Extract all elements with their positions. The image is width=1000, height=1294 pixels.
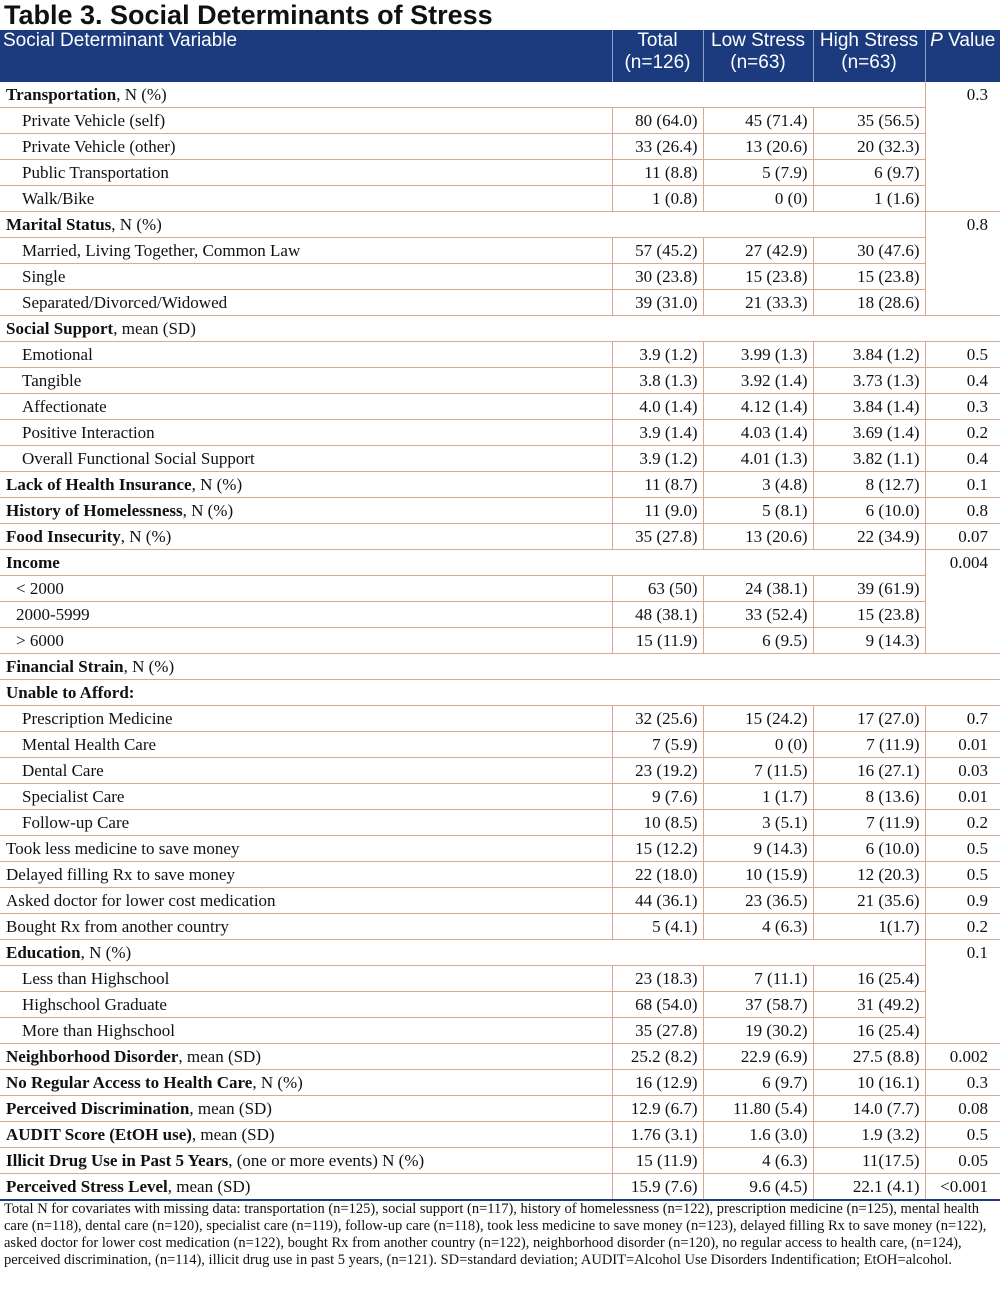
row-label-suffix: , N (%) — [80, 943, 132, 962]
table-row — [0, 342, 1000, 368]
table-row — [0, 758, 1000, 784]
cell-total: 3.9 (1.2) — [612, 446, 703, 472]
row-label-bold: Unable to Afford: — [6, 683, 135, 702]
row-label: Private Vehicle (self) — [0, 108, 612, 134]
cell-low: 4.03 (1.4) — [703, 420, 813, 446]
header-high-stress — [813, 30, 925, 82]
cell-total: 9 (7.6) — [612, 784, 703, 810]
table-row — [0, 498, 1000, 524]
cell-p-value: 0.3 — [925, 1070, 1000, 1096]
cell-high: 8 (13.6) — [813, 784, 925, 810]
table-row — [0, 836, 1000, 862]
row-label: Positive Interaction — [0, 420, 612, 446]
cell-total: 35 (27.8) — [612, 524, 703, 550]
row-label — [0, 316, 612, 342]
cell-low: 37 (58.7) — [703, 992, 813, 1018]
row-label: Separated/Divorced/Widowed — [0, 290, 612, 316]
cell-total: 15.9 (7.6) — [612, 1174, 703, 1201]
table-row — [0, 108, 1000, 134]
header-row — [0, 30, 1000, 82]
cell-low: 5 (7.9) — [703, 160, 813, 186]
table-row — [0, 784, 1000, 810]
header-low-label: Low Stress — [711, 30, 805, 51]
stress-table — [0, 30, 1000, 1201]
cell-p-value: 0.2 — [925, 810, 1000, 836]
cell-total: 3.9 (1.4) — [612, 420, 703, 446]
cell-total: 11 (8.8) — [612, 160, 703, 186]
cell-high: 11(17.5) — [813, 1148, 925, 1174]
cell-high: 6 (9.7) — [813, 160, 925, 186]
cell-high: 20 (32.3) — [813, 134, 925, 160]
cell-p-value: 0.01 — [925, 732, 1000, 758]
table-row — [0, 888, 1000, 914]
cell-total: 32 (25.6) — [612, 706, 703, 732]
cell-total: 39 (31.0) — [612, 290, 703, 316]
cell-total: 3.8 (1.3) — [612, 368, 703, 394]
table-row — [0, 524, 1000, 550]
cell-p-value: 0.03 — [925, 758, 1000, 784]
table-row — [0, 212, 1000, 238]
table-row — [0, 1018, 1000, 1044]
cell-p-value: 0.004 — [925, 550, 1000, 654]
cell-low: 13 (20.6) — [703, 134, 813, 160]
cell-total: 15 (12.2) — [612, 836, 703, 862]
cell-low: 27 (42.9) — [703, 238, 813, 264]
row-label: Mental Health Care — [0, 732, 612, 758]
cell-high: 35 (56.5) — [813, 108, 925, 134]
table-row — [0, 1044, 1000, 1070]
cell-p-value: 0.1 — [925, 472, 1000, 498]
cell-low: 19 (30.2) — [703, 1018, 813, 1044]
cell-high: 21 (35.6) — [813, 888, 925, 914]
table-footnote: Total N for covariates with missing data: transportation (n=125), social support (n=117), history of homelessness (n=122), prescription medicine (n=125), mental health care (n=118), dental care (n=120), specialist care (n=119), follow-up care (n=118), took less medicine to save money (n=123), delayed filling Rx to save money (n=122), asked doctor for lower cost medication (n=122), bought Rx from another country (n=122), neighborhood disorder (n=120), no regular access to health care, (n=124), perceived discrimination, (n=114), illicit drug use in past 5 years, (n=121). SD=standard deviation; AUDIT=Alcohol Use Disorders Indentification; EtOH=alcohol. — [4, 1201, 987, 1268]
cell-high: 1.9 (3.2) — [813, 1122, 925, 1148]
table-row — [0, 368, 1000, 394]
row-label: Married, Living Together, Common Law — [0, 238, 612, 264]
cell-low: 4.01 (1.3) — [703, 446, 813, 472]
table-row — [0, 680, 1000, 706]
cell-low: 4 (6.3) — [703, 1148, 813, 1174]
row-label — [0, 498, 612, 524]
cell-low: 0 (0) — [703, 732, 813, 758]
cell-total: 1 (0.8) — [612, 186, 703, 212]
cell-total: 16 (12.9) — [612, 1070, 703, 1096]
row-label — [0, 472, 612, 498]
table-row — [0, 628, 1000, 654]
row-label: Emotional — [0, 342, 612, 368]
cell-high: 3.73 (1.3) — [813, 368, 925, 394]
cell-total: 15 (11.9) — [612, 628, 703, 654]
cell-high: 39 (61.9) — [813, 576, 925, 602]
row-label — [0, 680, 612, 706]
cell-low: 22.9 (6.9) — [703, 1044, 813, 1070]
table-row — [0, 160, 1000, 186]
row-label-suffix: , mean (SD) — [189, 1099, 272, 1118]
table-row — [0, 316, 1000, 342]
cell-p-value: 0.5 — [925, 862, 1000, 888]
header-p-rest: Value — [942, 30, 996, 51]
cell-low: 11.80 (5.4) — [703, 1096, 813, 1122]
row-label — [0, 212, 612, 238]
row-label — [0, 1148, 612, 1174]
cell-p-value: 0.5 — [925, 836, 1000, 862]
row-label — [0, 1174, 612, 1201]
cell-high: 8 (12.7) — [813, 472, 925, 498]
cell-p-value: 0.07 — [925, 524, 1000, 550]
cell-p-value: 0.01 — [925, 784, 1000, 810]
row-label: Private Vehicle (other) — [0, 134, 612, 160]
row-label: 2000-5999 — [0, 602, 612, 628]
cell-p-value — [925, 680, 1000, 706]
table-row — [0, 576, 1000, 602]
row-label — [0, 524, 612, 550]
row-label: Prescription Medicine — [0, 706, 612, 732]
cell-high: 1(1.7) — [813, 914, 925, 940]
cell-p-value: 0.002 — [925, 1044, 1000, 1070]
row-label-suffix: , mean (SD) — [191, 1125, 275, 1144]
cell-low: 3 (5.1) — [703, 810, 813, 836]
cell-low: 4.12 (1.4) — [703, 394, 813, 420]
table-title: Table 3. Social Determinants of Stress — [4, 0, 493, 30]
cell-total: 5 (4.1) — [612, 914, 703, 940]
row-label-suffix: , (one or more events) N (%) — [228, 1151, 425, 1170]
table-row — [0, 264, 1000, 290]
table-row — [0, 82, 1000, 108]
row-label-suffix: , N (%) — [191, 475, 243, 494]
cell-high: 30 (47.6) — [813, 238, 925, 264]
cell-p-value: 0.4 — [925, 446, 1000, 472]
cell-high: 15 (23.8) — [813, 602, 925, 628]
row-label: Overall Functional Social Support — [0, 446, 612, 472]
row-label-bold: Income — [6, 553, 60, 572]
cell-high: 9 (14.3) — [813, 628, 925, 654]
row-label-bold: No Regular Access to Health Care — [6, 1073, 253, 1092]
cell-p-value: 0.8 — [925, 212, 1000, 316]
cell-high: 10 (16.1) — [813, 1070, 925, 1096]
header-low-stress — [703, 30, 813, 82]
table-row — [0, 810, 1000, 836]
cell-high: 3.82 (1.1) — [813, 446, 925, 472]
row-label-bold: Transportation — [6, 85, 117, 104]
table-row — [0, 966, 1000, 992]
cell-low: 7 (11.1) — [703, 966, 813, 992]
cell-low: 3.99 (1.3) — [703, 342, 813, 368]
cell-total: 10 (8.5) — [612, 810, 703, 836]
cell-total: 11 (9.0) — [612, 498, 703, 524]
cell-high: 7 (11.9) — [813, 810, 925, 836]
cell-total: 48 (38.1) — [612, 602, 703, 628]
row-label-suffix: , N (%) — [252, 1073, 303, 1092]
cell-high: 18 (28.6) — [813, 290, 925, 316]
header-total-n: (n=126) — [624, 52, 691, 73]
table-row — [0, 1096, 1000, 1122]
row-label — [0, 1122, 612, 1148]
cell-low: 9 (14.3) — [703, 836, 813, 862]
cell-low: 7 (11.5) — [703, 758, 813, 784]
cell-total: 23 (19.2) — [612, 758, 703, 784]
cell-total: 7 (5.9) — [612, 732, 703, 758]
cell-low: 24 (38.1) — [703, 576, 813, 602]
cell-p-value: 0.08 — [925, 1096, 1000, 1122]
row-label: Single — [0, 264, 612, 290]
table-row — [0, 186, 1000, 212]
row-label — [0, 1070, 612, 1096]
row-label: Less than Highschool — [0, 966, 612, 992]
cell-total: 25.2 (8.2) — [612, 1044, 703, 1070]
cell-high: 16 (27.1) — [813, 758, 925, 784]
row-label-suffix: , N (%) — [111, 215, 162, 234]
cell-low: 21 (33.3) — [703, 290, 813, 316]
cell-low: 0 (0) — [703, 186, 813, 212]
cell-total: 22 (18.0) — [612, 862, 703, 888]
table-row — [0, 420, 1000, 446]
cell-low: 10 (15.9) — [703, 862, 813, 888]
row-label: Bought Rx from another country — [0, 914, 612, 940]
cell-p-value: 0.1 — [925, 940, 1000, 1044]
cell-p-value: 0.3 — [925, 394, 1000, 420]
row-label-bold: Food Insecurity — [6, 527, 121, 546]
row-label-bold: History of Homelessness — [6, 501, 183, 520]
header-high-label: High Stress — [819, 30, 919, 51]
row-label-suffix: , N (%) — [182, 501, 234, 520]
cell-p-value: 0.05 — [925, 1148, 1000, 1174]
cell-p-value: 0.7 — [925, 706, 1000, 732]
cell-p-value: 0.2 — [925, 914, 1000, 940]
row-label-suffix: , N (%) — [116, 85, 167, 104]
table-row — [0, 472, 1000, 498]
cell-p-value: 0.8 — [925, 498, 1000, 524]
cell-p-value: 0.4 — [925, 368, 1000, 394]
row-label-bold: Social Support — [6, 319, 114, 338]
row-label — [0, 940, 612, 966]
row-label: Asked doctor for lower cost medication — [0, 888, 612, 914]
row-label: Follow-up Care — [0, 810, 612, 836]
table-row — [0, 1148, 1000, 1174]
row-label: Took less medicine to save money — [0, 836, 612, 862]
cell-high: 7 (11.9) — [813, 732, 925, 758]
cell-high: 17 (27.0) — [813, 706, 925, 732]
row-label-bold: Neighborhood Disorder — [6, 1047, 179, 1066]
group-spacer — [612, 316, 925, 342]
row-label — [0, 1096, 612, 1122]
row-label: Affectionate — [0, 394, 612, 420]
row-label-suffix: , N (%) — [120, 527, 172, 546]
row-label — [0, 1044, 612, 1070]
cell-p-value: <0.001 — [925, 1174, 1000, 1201]
row-label — [0, 82, 612, 108]
row-label-suffix: , mean (SD) — [113, 319, 196, 338]
cell-total: 35 (27.8) — [612, 1018, 703, 1044]
cell-high: 3.84 (1.4) — [813, 394, 925, 420]
header-high-n: (n=63) — [841, 52, 897, 73]
cell-low: 45 (71.4) — [703, 108, 813, 134]
cell-low: 9.6 (4.5) — [703, 1174, 813, 1201]
cell-low: 3 (4.8) — [703, 472, 813, 498]
table-row — [0, 446, 1000, 472]
cell-high: 15 (23.8) — [813, 264, 925, 290]
table-row — [0, 238, 1000, 264]
cell-total: 1.76 (3.1) — [612, 1122, 703, 1148]
table-row — [0, 706, 1000, 732]
row-label — [0, 654, 612, 680]
row-label-bold: Illicit Drug Use in Past 5 Years — [6, 1151, 229, 1170]
cell-p-value: 0.2 — [925, 420, 1000, 446]
cell-high: 6 (10.0) — [813, 498, 925, 524]
row-label: Walk/Bike — [0, 186, 612, 212]
cell-high: 1 (1.6) — [813, 186, 925, 212]
table-row — [0, 654, 1000, 680]
row-label: < 2000 — [0, 576, 612, 602]
cell-total: 3.9 (1.2) — [612, 342, 703, 368]
cell-low: 1 (1.7) — [703, 784, 813, 810]
cell-low: 15 (23.8) — [703, 264, 813, 290]
row-label: Specialist Care — [0, 784, 612, 810]
table-body — [0, 82, 1000, 1200]
group-spacer — [612, 550, 925, 576]
table-row — [0, 394, 1000, 420]
cell-total: 11 (8.7) — [612, 472, 703, 498]
cell-low: 4 (6.3) — [703, 914, 813, 940]
table-row — [0, 940, 1000, 966]
group-spacer — [612, 82, 925, 108]
row-label — [0, 550, 612, 576]
cell-high: 16 (25.4) — [813, 966, 925, 992]
row-label-suffix: , mean (SD) — [167, 1177, 251, 1196]
cell-p-value: 0.9 — [925, 888, 1000, 914]
table-row — [0, 602, 1000, 628]
cell-high: 27.5 (8.8) — [813, 1044, 925, 1070]
table-row — [0, 1174, 1000, 1201]
cell-p-value: 0.5 — [925, 1122, 1000, 1148]
table-row — [0, 862, 1000, 888]
cell-high: 3.84 (1.2) — [813, 342, 925, 368]
cell-high: 12 (20.3) — [813, 862, 925, 888]
table-row — [0, 1122, 1000, 1148]
row-label: More than Highschool — [0, 1018, 612, 1044]
header-total-label: Total — [637, 30, 678, 51]
cell-p-value — [925, 654, 1000, 680]
cell-p-value: 0.5 — [925, 342, 1000, 368]
group-spacer — [612, 212, 925, 238]
cell-total: 44 (36.1) — [612, 888, 703, 914]
header-p-italic: P — [930, 30, 943, 51]
cell-high: 22 (34.9) — [813, 524, 925, 550]
cell-total: 33 (26.4) — [612, 134, 703, 160]
row-label: > 6000 — [0, 628, 612, 654]
cell-high: 3.69 (1.4) — [813, 420, 925, 446]
cell-low: 13 (20.6) — [703, 524, 813, 550]
cell-total: 30 (23.8) — [612, 264, 703, 290]
table-row — [0, 914, 1000, 940]
group-spacer — [612, 680, 925, 706]
cell-high: 31 (49.2) — [813, 992, 925, 1018]
group-spacer — [612, 654, 925, 680]
cell-low: 5 (8.1) — [703, 498, 813, 524]
row-label: Delayed filling Rx to save money — [0, 862, 612, 888]
row-label: Tangible — [0, 368, 612, 394]
cell-p-value: 0.3 — [925, 82, 1000, 212]
cell-low: 1.6 (3.0) — [703, 1122, 813, 1148]
cell-total: 63 (50) — [612, 576, 703, 602]
header-low-n: (n=63) — [730, 52, 786, 73]
row-label: Public Transportation — [0, 160, 612, 186]
cell-low: 33 (52.4) — [703, 602, 813, 628]
cell-high: 14.0 (7.7) — [813, 1096, 925, 1122]
header-p-value — [925, 30, 1000, 82]
row-label-bold: Marital Status — [6, 215, 112, 234]
cell-high: 22.1 (4.1) — [813, 1174, 925, 1201]
table-row — [0, 732, 1000, 758]
cell-low: 6 (9.7) — [703, 1070, 813, 1096]
header-variable: Social Determinant Variable — [0, 30, 612, 82]
table-row — [0, 1070, 1000, 1096]
row-label-bold: Education — [6, 943, 81, 962]
cell-total: 15 (11.9) — [612, 1148, 703, 1174]
row-label-bold: Perceived Discrimination — [6, 1099, 190, 1118]
cell-p-value — [925, 316, 1000, 342]
cell-high: 6 (10.0) — [813, 836, 925, 862]
cell-low: 23 (36.5) — [703, 888, 813, 914]
table-row — [0, 992, 1000, 1018]
group-spacer — [612, 940, 925, 966]
cell-low: 6 (9.5) — [703, 628, 813, 654]
table-row — [0, 290, 1000, 316]
header-total — [612, 30, 703, 82]
row-label-bold: AUDIT Score (EtOH use) — [6, 1125, 192, 1144]
row-label-suffix: , mean (SD) — [178, 1047, 261, 1066]
cell-total: 12.9 (6.7) — [612, 1096, 703, 1122]
table-row — [0, 550, 1000, 576]
row-label-bold: Financial Strain — [6, 657, 124, 676]
cell-high: 16 (25.4) — [813, 1018, 925, 1044]
row-label-bold: Perceived Stress Level — [6, 1177, 168, 1196]
row-label-bold: Lack of Health Insurance — [6, 475, 192, 494]
cell-low: 15 (24.2) — [703, 706, 813, 732]
cell-total: 57 (45.2) — [612, 238, 703, 264]
row-label: Highschool Graduate — [0, 992, 612, 1018]
cell-total: 23 (18.3) — [612, 966, 703, 992]
cell-low: 3.92 (1.4) — [703, 368, 813, 394]
cell-total: 80 (64.0) — [612, 108, 703, 134]
cell-total: 4.0 (1.4) — [612, 394, 703, 420]
cell-total: 68 (54.0) — [612, 992, 703, 1018]
row-label: Dental Care — [0, 758, 612, 784]
table-row — [0, 134, 1000, 160]
row-label-suffix: , N (%) — [123, 657, 175, 676]
